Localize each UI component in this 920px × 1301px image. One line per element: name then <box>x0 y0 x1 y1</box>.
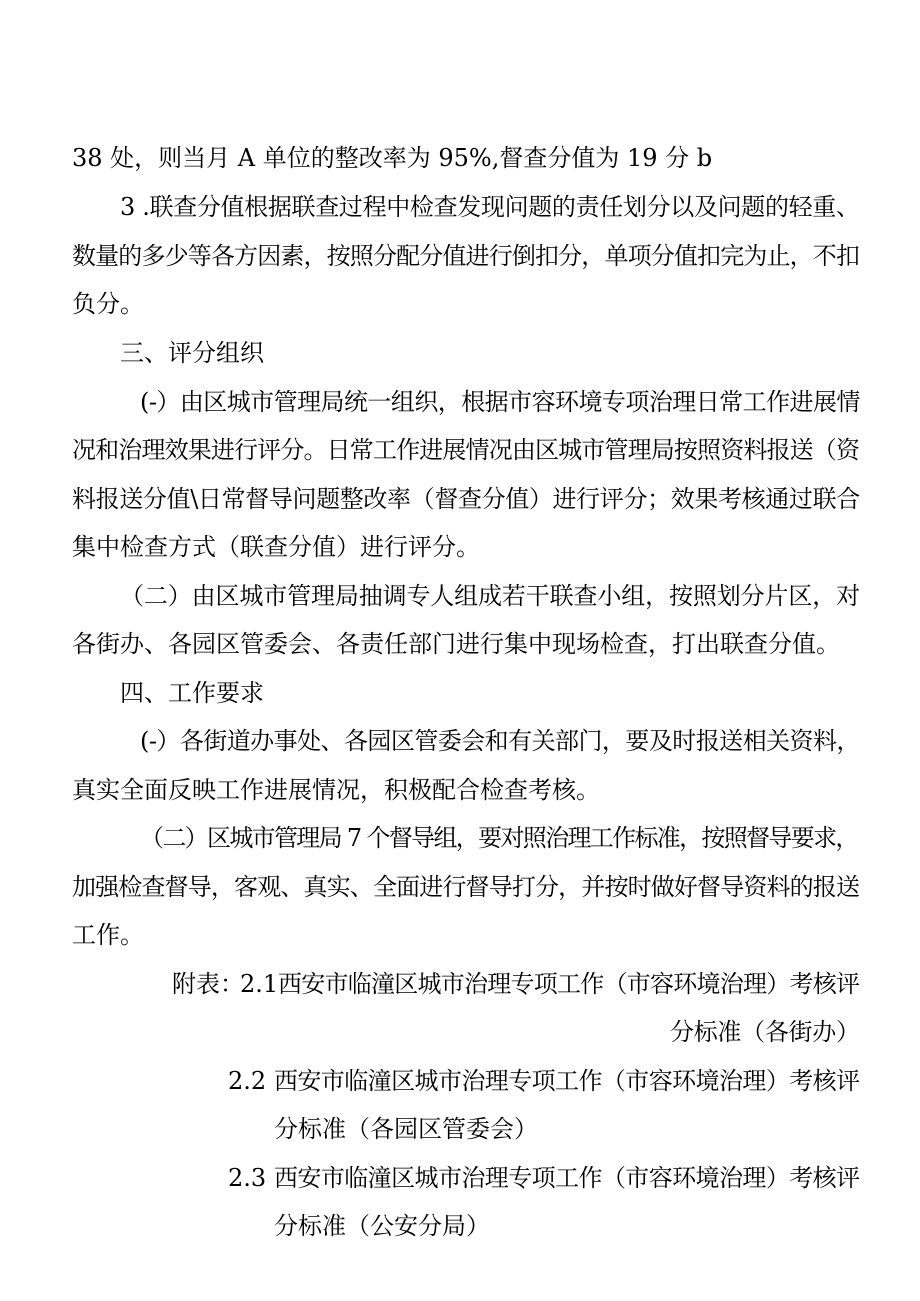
attachment-title: 西安市临潼区城市治理专项工作（市容环境治理）考核评 <box>274 1067 860 1095</box>
text-line: (-）由区城市管理局统一组织，根据市容环境专项治理日常工作进展情 <box>140 388 860 416</box>
attachment-title-cont: 分标准（公安分局） <box>274 1212 490 1240</box>
attachment-title-cont: 分标准（各街办） <box>670 1018 860 1046</box>
text-line: 3 .联查分值根据联查过程中检查发现问题的责任划分以及问题的轻重、 <box>120 193 860 221</box>
text-line: 集中检查方式（联查分值）进行评分。 <box>72 533 480 561</box>
text-line: 38 处，则当月 A 单位的整改率为 95%,督查分值为 19 分 b <box>72 144 713 172</box>
attachment-number: 2.1 <box>240 970 279 998</box>
attachment-title-cont: 分标准（各园区管委会） <box>274 1115 538 1143</box>
text-line: 料报送分值\日常督导问题整改率（督查分值）进行评分；效果考核通过联合 <box>72 485 860 513</box>
text-line: 真实全面反映工作进展情况，积极配合检查考核。 <box>72 776 600 804</box>
text-line: 工作。 <box>72 921 144 949</box>
text-line: (-）各街道办事处、各园区管委会和有关部门，要及时报送相关资料， <box>140 727 860 755</box>
text-line: 负分。 <box>72 290 144 318</box>
text-line: 加强检查督导，客观、真实、全面进行督导打分，并按时做好督导资料的报送 <box>72 873 860 901</box>
text-line: 各街办、各园区管委会、各责任部门进行集中现场检查，打出联查分值。 <box>72 630 840 658</box>
attachment-title: 西安市临潼区城市治理专项工作（市容环境治理）考核评 <box>274 1164 860 1192</box>
attachment-title: 西安市临潼区城市治理专项工作（市容环境治理）考核评 <box>278 970 860 998</box>
attachment-number: 2.2 <box>228 1067 267 1095</box>
text-line: 况和治理效果进行评分。日常工作进展情况由区城市管理局按照资料报送（资 <box>72 436 860 464</box>
text-line: （二）区城市管理局 7 个督导组，要对照治理工作标准，按照督导要求， <box>140 824 858 852</box>
section-heading: 三、评分组织 <box>120 339 264 367</box>
attachment-label: 附表： <box>172 970 244 998</box>
text-line: 数量的多少等各方因素，按照分配分值进行倒扣分，单项分值扣完为止，不扣 <box>72 242 860 270</box>
text-line: （二）由区城市管理局抽调专人组成若干联查小组，按照划分片区，对 <box>120 582 860 610</box>
attachment-number: 2.3 <box>228 1164 267 1192</box>
section-heading: 四、工作要求 <box>120 679 264 707</box>
